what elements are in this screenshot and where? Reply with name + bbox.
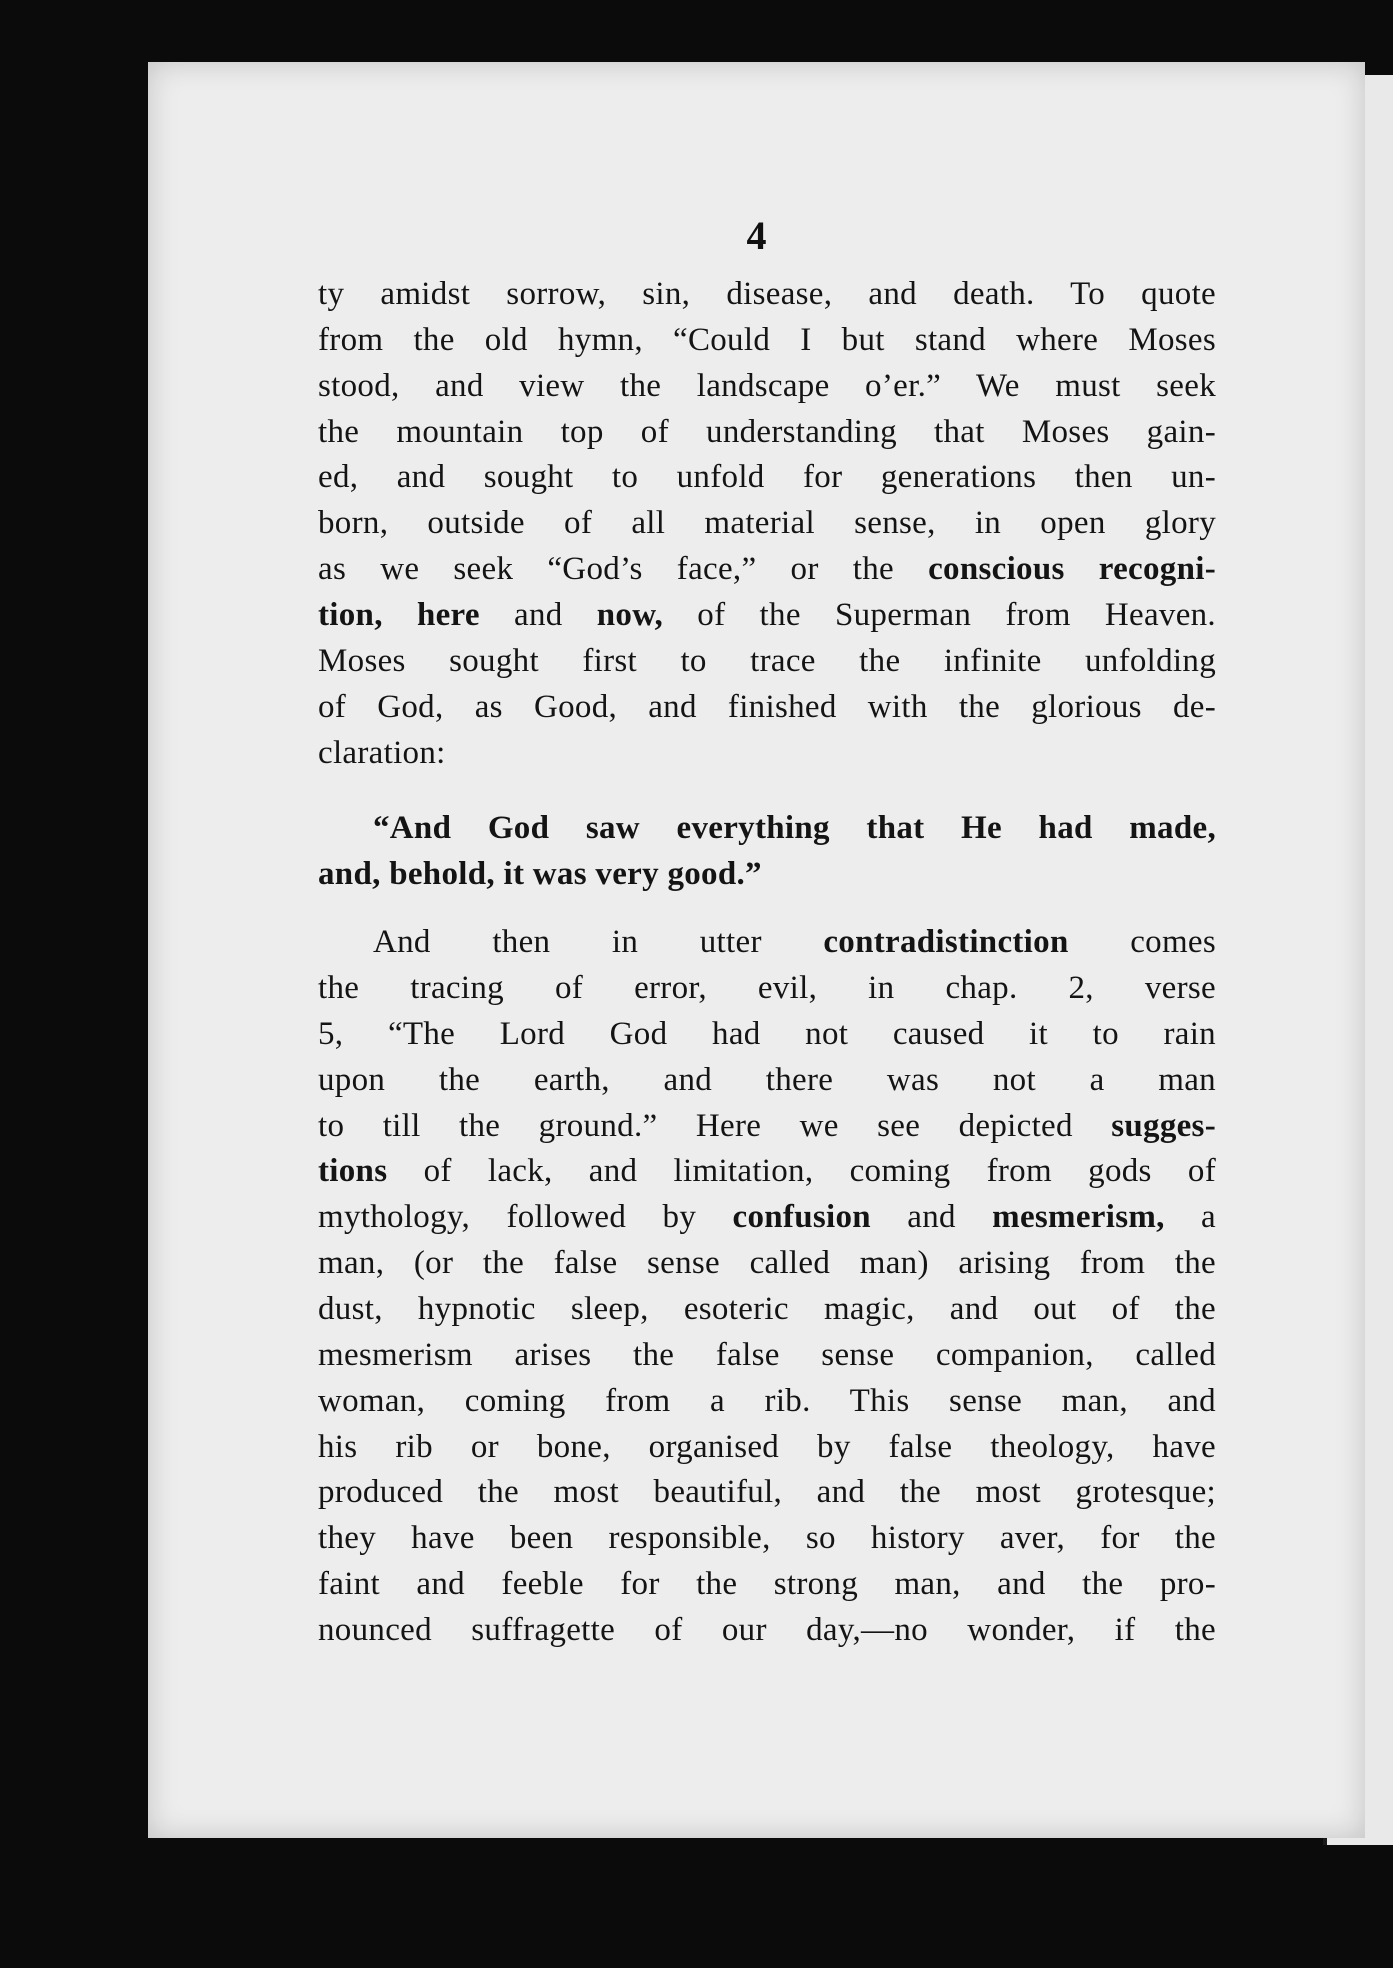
text-run: comes xyxy=(1068,924,1216,961)
quote-line: “And God saw everything that He had made, xyxy=(373,810,1216,847)
paragraph-2 xyxy=(318,920,1216,1654)
page-number: 4 xyxy=(746,213,767,258)
paragraph-1 xyxy=(318,272,1216,776)
text-run: to till the ground.” Here we see depicted xyxy=(318,1107,1112,1144)
text-run: a xyxy=(1164,1199,1216,1236)
text-line: stood, and view the landscape o’er.” We must seek xyxy=(318,367,1216,404)
text-line xyxy=(318,593,1216,639)
text-line: produced the most beautiful, and the most grotesque; xyxy=(318,1474,1216,1511)
text-line: man, (or the false sense called man) arising from the xyxy=(318,1245,1216,1282)
text-run: of lack, and limitation, coming from gods of xyxy=(387,1153,1216,1190)
text-line: ed, and sought to unfold for generations then un- xyxy=(318,459,1216,496)
text-run: And then in utter xyxy=(373,924,824,961)
text-line: upon the earth, and there was not a man xyxy=(318,1061,1216,1098)
text-line: the mountain top of understanding that Moses gain- xyxy=(318,413,1216,450)
emphasis-run: contradistinction xyxy=(823,924,1069,961)
text-line: nounced suffragette of our day,—no wonder, if the xyxy=(318,1612,1216,1649)
emphasis-run: now, xyxy=(596,597,664,634)
text-line: Moses sought first to trace the infinite unfolding xyxy=(318,642,1216,679)
text-line: his rib or bone, organised by false theology, have xyxy=(318,1428,1216,1465)
text-run: of the Superman from Heaven. xyxy=(663,597,1216,634)
body-text xyxy=(318,272,1216,1654)
text-line: the tracing of error, evil, in chap. 2, verse xyxy=(318,970,1216,1007)
text-line xyxy=(318,1195,1216,1241)
text-run: and xyxy=(870,1199,993,1236)
emphasis-run: conscious recogni- xyxy=(928,551,1217,588)
text-line: claration: xyxy=(318,734,446,771)
text-run: mythology, followed by xyxy=(318,1199,733,1236)
text-line: dust, hypnotic sleep, esoteric magic, and out of the xyxy=(318,1291,1216,1328)
text-line: from the old hymn, “Could I but stand where Moses xyxy=(318,321,1216,358)
text-line: ty amidst sorrow, sin, disease, and death. To quote xyxy=(318,276,1216,312)
text-line: 5, “The Lord God had not caused it to rain xyxy=(318,1015,1216,1052)
text-line: of God, as Good, and finished with the glorious de- xyxy=(318,688,1216,725)
emphasis-run: sugges- xyxy=(1111,1107,1216,1144)
emphasis-run: confusion xyxy=(732,1199,871,1236)
text-run: and xyxy=(479,597,597,634)
text-line: woman, coming from a rib. This sense man, and xyxy=(318,1382,1216,1419)
emphasis-run: mesmerism, xyxy=(992,1199,1165,1236)
emphasis-run: tions xyxy=(318,1153,388,1190)
text-line xyxy=(318,1149,1216,1195)
text-line xyxy=(318,1104,1216,1150)
text-line: they have been responsible, so history aver, for the xyxy=(318,1520,1216,1557)
text-line: faint and feeble for the strong man, and the pro- xyxy=(318,1566,1216,1603)
text-line: mesmerism arises the false sense companion, called xyxy=(318,1336,1216,1373)
book-page xyxy=(148,62,1365,1838)
text-line xyxy=(318,920,1216,966)
text-line: born, outside of all material sense, in open glory xyxy=(318,505,1216,542)
text-run: as we seek “God’s face,” or the xyxy=(318,551,929,588)
emphasis-run: tion, here xyxy=(318,597,480,634)
scripture-quote xyxy=(318,806,1216,898)
text-line xyxy=(318,547,1216,593)
quote-line: and, behold, it was very good.” xyxy=(318,856,762,893)
